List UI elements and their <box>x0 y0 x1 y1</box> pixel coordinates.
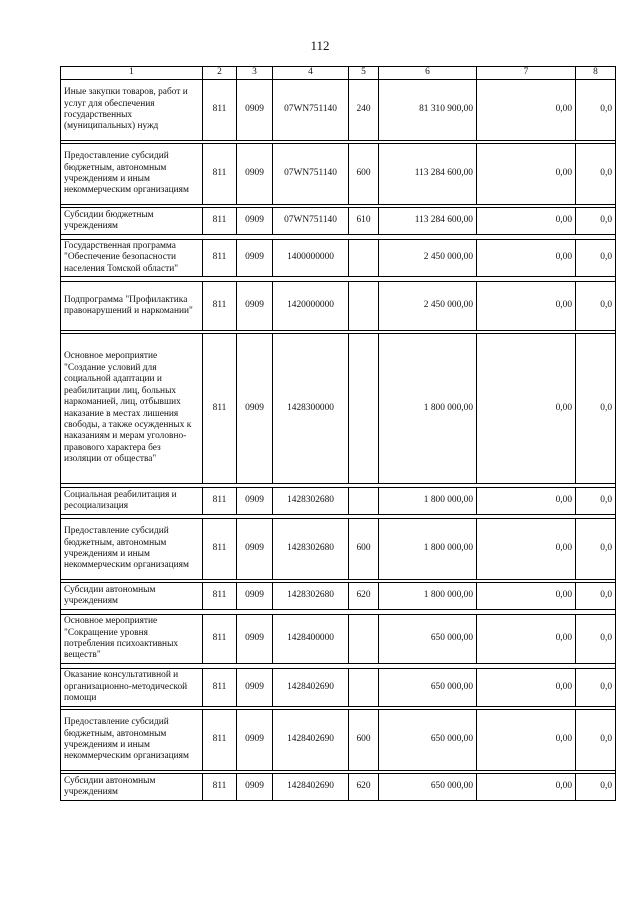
row-cell-c4: 07WN751140 <box>273 144 349 205</box>
row-cell-c5 <box>349 669 379 707</box>
row-cell-c3: 0909 <box>237 615 273 664</box>
row-cell-c7: 0,00 <box>477 80 576 141</box>
table-row <box>61 710 616 771</box>
row-cell-c8: 0,0 <box>576 80 616 141</box>
table-row <box>61 144 616 205</box>
row-cell-c6: 650 000,00 <box>379 669 477 707</box>
row-cell-c4: 1428402690 <box>273 669 349 707</box>
row-cell-c8: 0,0 <box>576 334 616 484</box>
row-cell-c5: 610 <box>349 208 379 235</box>
row-cell-c7: 0,00 <box>477 488 576 515</box>
row-cell-c3: 0909 <box>237 710 273 771</box>
row-cell-c8: 0,0 <box>576 583 616 610</box>
row-name-cell: Государственная программа "Обеспечение безопасности населения Томской области" <box>61 240 203 277</box>
row-cell-c8: 0,0 <box>576 774 616 801</box>
row-cell-c8: 0,0 <box>576 208 616 235</box>
row-cell-c7: 0,00 <box>477 240 576 277</box>
row-cell-c6: 113 284 600,00 <box>379 144 477 205</box>
row-name-cell: Оказание консультативной и организационно-методической помощи <box>61 669 203 707</box>
row-name-cell: Основное мероприятие "Создание условий для социальной адаптации и реабилитации лиц, больных наркоманией, лиц, отбывших наказание в местах лишения свободы, а также осужденных к наказаниям и мерам уголовно-правового характера без изоляции от общества" <box>61 334 203 484</box>
table-header-row <box>61 67 616 80</box>
row-name-cell: Подпрограмма "Профилактика правонарушений и наркомании" <box>61 282 203 331</box>
row-cell-c6: 81 310 900,00 <box>379 80 477 141</box>
row-cell-c2: 811 <box>203 710 237 771</box>
header-cell: 8 <box>576 67 616 80</box>
row-name-cell: Предоставление субсидий бюджетным, автономным учреждениям и иным некоммерческим организациям <box>61 710 203 771</box>
row-cell-c6: 113 284 600,00 <box>379 208 477 235</box>
row-cell-c3: 0909 <box>237 144 273 205</box>
row-name-cell: Субсидии автономным учреждениям <box>61 583 203 610</box>
row-cell-c7: 0,00 <box>477 519 576 580</box>
row-cell-c7: 0,00 <box>477 282 576 331</box>
row-cell-c2: 811 <box>203 669 237 707</box>
row-cell-c5: 600 <box>349 144 379 205</box>
row-cell-c2: 811 <box>203 240 237 277</box>
table-row <box>61 669 616 707</box>
row-cell-c7: 0,00 <box>477 208 576 235</box>
row-cell-c7: 0,00 <box>477 334 576 484</box>
row-cell-c4: 1420000000 <box>273 282 349 331</box>
row-cell-c5: 620 <box>349 774 379 801</box>
row-cell-c6: 2 450 000,00 <box>379 240 477 277</box>
row-name-cell: Иные закупки товаров, работ и услуг для обеспечения государственных (муниципальных) нужд <box>61 80 203 141</box>
row-name-cell: Субсидии бюджетным учреждениям <box>61 208 203 235</box>
table-row <box>61 774 616 801</box>
row-cell-c2: 811 <box>203 488 237 515</box>
row-cell-c5 <box>349 282 379 331</box>
row-name-cell: Предоставление субсидий бюджетным, автономным учреждениям и иным некоммерческим организациям <box>61 519 203 580</box>
row-cell-c7: 0,00 <box>477 615 576 664</box>
row-cell-c4: 1400000000 <box>273 240 349 277</box>
header-cell: 5 <box>349 67 379 80</box>
row-cell-c5: 620 <box>349 583 379 610</box>
table-row <box>61 519 616 580</box>
row-cell-c4: 07WN751140 <box>273 80 349 141</box>
row-cell-c8: 0,0 <box>576 488 616 515</box>
row-cell-c2: 811 <box>203 282 237 331</box>
table-row <box>61 488 616 515</box>
row-cell-c4: 1428302680 <box>273 583 349 610</box>
row-cell-c3: 0909 <box>237 282 273 331</box>
row-cell-c3: 0909 <box>237 583 273 610</box>
row-name-cell: Социальная реабилитация и ресоциализация <box>61 488 203 515</box>
row-cell-c4: 07WN751140 <box>273 208 349 235</box>
row-cell-c4: 1428300000 <box>273 334 349 484</box>
table-row <box>61 334 616 484</box>
row-cell-c8: 0,0 <box>576 240 616 277</box>
row-name-cell: Субсидии автономным учреждениям <box>61 774 203 801</box>
row-cell-c4: 1428302680 <box>273 519 349 580</box>
row-cell-c6: 1 800 000,00 <box>379 583 477 610</box>
row-cell-c2: 811 <box>203 208 237 235</box>
budget-table <box>60 66 616 801</box>
row-cell-c7: 0,00 <box>477 774 576 801</box>
row-cell-c5 <box>349 615 379 664</box>
row-cell-c6: 650 000,00 <box>379 774 477 801</box>
row-cell-c4: 1428400000 <box>273 615 349 664</box>
row-cell-c6: 1 800 000,00 <box>379 334 477 484</box>
row-cell-c8: 0,0 <box>576 669 616 707</box>
header-cell: 7 <box>477 67 576 80</box>
row-cell-c2: 811 <box>203 334 237 484</box>
row-cell-c8: 0,0 <box>576 144 616 205</box>
row-cell-c6: 650 000,00 <box>379 710 477 771</box>
row-cell-c5: 600 <box>349 519 379 580</box>
header-cell: 1 <box>61 67 203 80</box>
row-cell-c3: 0909 <box>237 488 273 515</box>
row-cell-c3: 0909 <box>237 208 273 235</box>
row-cell-c3: 0909 <box>237 519 273 580</box>
row-cell-c3: 0909 <box>237 240 273 277</box>
row-cell-c3: 0909 <box>237 80 273 141</box>
row-cell-c6: 1 800 000,00 <box>379 519 477 580</box>
row-cell-c5: 240 <box>349 80 379 141</box>
row-cell-c5 <box>349 240 379 277</box>
row-cell-c2: 811 <box>203 80 237 141</box>
row-name-cell: Основное мероприятие "Сокращение уровня потребления психоактивных веществ" <box>61 615 203 664</box>
header-cell: 4 <box>273 67 349 80</box>
row-cell-c2: 811 <box>203 615 237 664</box>
row-cell-c7: 0,00 <box>477 583 576 610</box>
row-cell-c2: 811 <box>203 583 237 610</box>
row-cell-c2: 811 <box>203 144 237 205</box>
row-cell-c7: 0,00 <box>477 144 576 205</box>
row-cell-c2: 811 <box>203 519 237 580</box>
row-cell-c4: 1428402690 <box>273 774 349 801</box>
table-body <box>61 80 616 801</box>
row-cell-c5: 600 <box>349 710 379 771</box>
table-row <box>61 282 616 331</box>
row-cell-c7: 0,00 <box>477 710 576 771</box>
row-name-cell: Предоставление субсидий бюджетным, автономным учреждениям и иным некоммерческим организациям <box>61 144 203 205</box>
row-cell-c3: 0909 <box>237 669 273 707</box>
row-cell-c8: 0,0 <box>576 710 616 771</box>
row-cell-c8: 0,0 <box>576 615 616 664</box>
row-cell-c8: 0,0 <box>576 519 616 580</box>
table-row <box>61 583 616 610</box>
table-row <box>61 615 616 664</box>
table-row <box>61 80 616 141</box>
header-cell: 6 <box>379 67 477 80</box>
row-cell-c7: 0,00 <box>477 669 576 707</box>
page-number: 112 <box>310 38 330 53</box>
row-cell-c2: 811 <box>203 774 237 801</box>
row-cell-c4: 1428402690 <box>273 710 349 771</box>
row-cell-c5 <box>349 334 379 484</box>
row-cell-c3: 0909 <box>237 334 273 484</box>
row-cell-c4: 1428302680 <box>273 488 349 515</box>
row-cell-c6: 2 450 000,00 <box>379 282 477 331</box>
row-cell-c6: 1 800 000,00 <box>379 488 477 515</box>
row-cell-c3: 0909 <box>237 774 273 801</box>
header-cell: 2 <box>203 67 237 80</box>
row-cell-c5 <box>349 488 379 515</box>
row-cell-c8: 0,0 <box>576 282 616 331</box>
header-cell: 3 <box>237 67 273 80</box>
row-cell-c6: 650 000,00 <box>379 615 477 664</box>
table-row <box>61 240 616 277</box>
table-row <box>61 208 616 235</box>
